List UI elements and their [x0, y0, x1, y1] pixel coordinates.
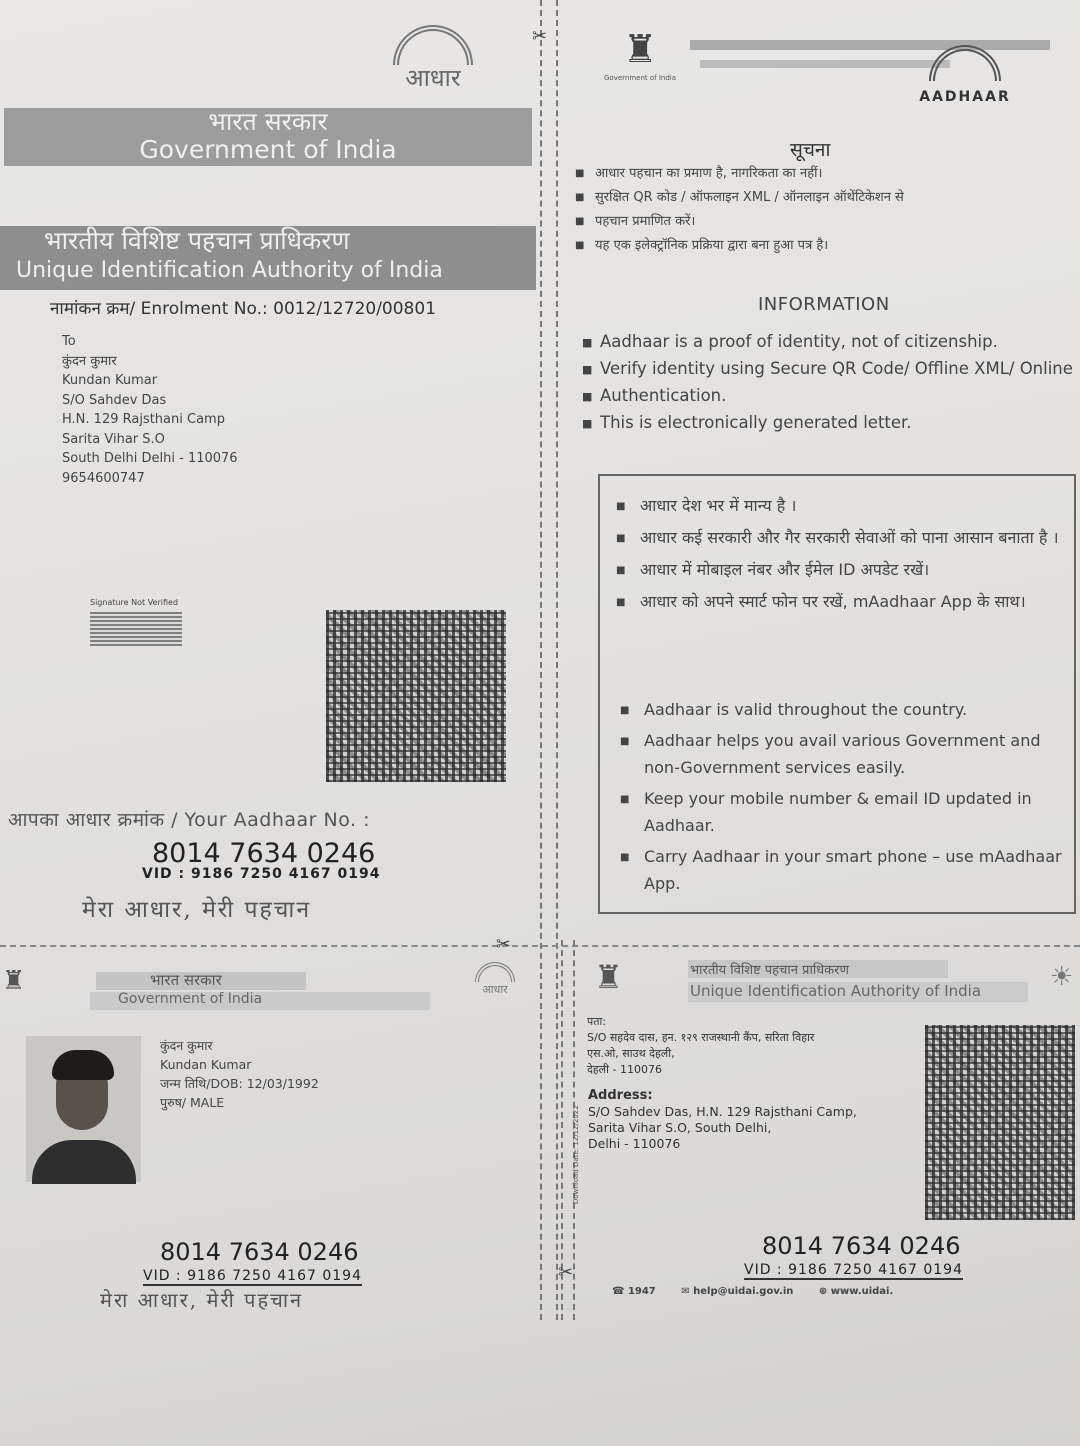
- card-aadhaar-number: 8014 7634 0246: [762, 1232, 961, 1260]
- scissors-icon: ✂: [532, 26, 548, 47]
- address-english: [588, 1088, 857, 1152]
- tagline: मेरा आधार, मेरी पहचान: [82, 897, 312, 923]
- aadhaar-logo-word: AADHAAR: [919, 89, 1011, 105]
- qr-code-card-icon: [925, 1025, 1075, 1220]
- vertical-cut-line: [540, 0, 558, 1320]
- address-line: 9654600747: [62, 470, 145, 486]
- qr-code-main-icon: [326, 610, 506, 782]
- info-item: ■ Authentication.: [582, 382, 1080, 409]
- your-aadhaar-label: आपका आधार क्रमांक / Your Aadhaar No. :: [8, 809, 371, 831]
- card-uidai-english: Unique Identification Authority of India: [690, 982, 982, 1000]
- recipient-address: [62, 332, 238, 488]
- hindi-note: ■ आधार पहचान का प्रमाण है, नागरिकता का नहीं।: [575, 162, 1055, 186]
- suchna-title: सूचना: [790, 139, 831, 161]
- phone-contact: ☎ 1947: [612, 1286, 656, 1297]
- card-aadhaar-logo: [465, 962, 525, 1002]
- box-hindi-item: ■ आधार में मोबाइल नंबर और ईमेल ID अपडेट रखें।: [612, 556, 1072, 584]
- card-logo-word: आधार: [482, 983, 508, 996]
- address-label: Address:: [588, 1088, 653, 1103]
- uidai-banner: [0, 226, 536, 290]
- vid-number: VID : 9186 7250 4167 0194: [142, 866, 381, 882]
- address-line: Kundan Kumar: [62, 373, 158, 388]
- aadhaar-sun-icon: [393, 25, 473, 65]
- card-uidai-hindi: भारतीय विशिष्ट पहचान प्राधिकरण: [690, 963, 849, 978]
- card-tagline: मेरा आधार, मेरी पहचान: [100, 1288, 304, 1312]
- address-line: Sarita Vihar S.O, South Delhi,: [588, 1120, 772, 1135]
- address-line: South Delhi Delhi - 110076: [62, 451, 238, 466]
- box-english-list: [616, 696, 1076, 901]
- emblem-small-icon: [30, 80, 80, 110]
- gov-english: Government of India: [139, 135, 397, 164]
- box-english-item: ■ Carry Aadhaar in your smart phone – use mAadhaar App.: [616, 843, 1076, 897]
- horizontal-cut-line: [0, 945, 1080, 947]
- card-holder-details: [160, 1036, 319, 1112]
- aadhaar-number: 8014 7634 0246: [152, 838, 376, 869]
- box-hindi-list: [612, 492, 1072, 620]
- aadhaar-sun-icon: ☀: [1050, 962, 1074, 992]
- photo-body: [32, 1140, 136, 1184]
- card-aadhaar-number: 8014 7634 0246: [160, 1238, 359, 1266]
- gov-hindi: भारत सरकार: [208, 107, 328, 136]
- government-banner: [4, 108, 532, 166]
- scissors-icon: ✂: [558, 1262, 574, 1283]
- photo-hair: [52, 1050, 114, 1080]
- info-item: ■ Verify identity using Secure QR Code/ Offline XML/ Online: [582, 355, 1080, 382]
- download-date-vertical: Download Date: 12/12/2022: [572, 1105, 580, 1204]
- gov-small-label: Government of India: [603, 74, 677, 82]
- national-emblem-icon: ♜: [622, 27, 658, 71]
- card-vid: VID : 9186 7250 4167 0194: [744, 1262, 963, 1278]
- uidai-english: Unique Identification Authority of India: [16, 258, 443, 283]
- signature-stamp-icon: [90, 612, 182, 646]
- uidai-hindi: भारतीय विशिष्ट पहचान प्राधिकरण: [44, 226, 350, 255]
- web-contact: ⊕ www.uidai.: [818, 1286, 894, 1297]
- hindi-note: ■ यह एक इलेक्ट्रॉनिक प्रक्रिया द्वारा बना हुआ पत्र है।: [575, 234, 1055, 258]
- pata-line: एस.ओ, साउथ देहली,: [587, 1047, 675, 1060]
- address-hindi: [587, 1014, 814, 1078]
- holder-gender: पुरुष/ MALE: [160, 1095, 225, 1110]
- aadhaar-logo: [378, 25, 488, 95]
- information-title: INFORMATION: [758, 294, 890, 315]
- holder-photo: [26, 1036, 141, 1182]
- address-line: S/O Sahdev Das, H.N. 129 Rajsthani Camp,: [588, 1104, 857, 1119]
- hindi-note: ■ पहचान प्रमाणित करें।: [575, 210, 1055, 234]
- box-hindi-item: ■ आधार देश भर में मान्य है ।: [612, 492, 1072, 520]
- scissors-icon: ✂: [496, 934, 512, 955]
- box-english-item: ■ Keep your mobile number & email ID updated in Aadhaar.: [616, 785, 1076, 839]
- hindi-notes: [575, 162, 1055, 258]
- address-line: H.N. 129 Rajsthani Camp: [62, 412, 225, 427]
- holder-name-hindi: कुंदन कुमार: [160, 1038, 213, 1053]
- box-english-item: ■ Aadhaar helps you avail various Government and non-Government services easily.: [616, 727, 1076, 781]
- info-item: ■ This is electronically generated letter.: [582, 409, 1080, 436]
- national-emblem-icon: ♜: [594, 958, 623, 996]
- hindi-note: ■ सुरक्षित QR कोड / ऑफलाइन XML / ऑनलाइन ऑथेंटिकेशन से: [575, 186, 1055, 210]
- aadhaar-logo-word: आधार: [405, 64, 461, 92]
- card-vid: VID : 9186 7250 4167 0194: [143, 1268, 362, 1284]
- address-line: Sarita Vihar S.O: [62, 431, 165, 447]
- box-hindi-item: ■ आधार कई सरकारी और गैर सरकारी सेवाओं को पाना आसान बनाता है ।: [612, 524, 1072, 552]
- box-english-item: ■ Aadhaar is valid throughout the country.: [616, 696, 1076, 723]
- email-contact: ✉ help@uidai.gov.in: [681, 1286, 794, 1297]
- card-gov-hindi: भारत सरकार: [150, 971, 222, 989]
- address-line: कुंदन कुमार: [62, 353, 117, 369]
- box-hindi-item: ■ आधार को अपने स्मार्ट फोन पर रखें, mAadhaar App के साथ।: [612, 588, 1072, 616]
- pata-line: देहली - 110076: [587, 1063, 662, 1076]
- emblem-right: [600, 24, 680, 90]
- national-emblem-icon: ♜: [2, 966, 26, 996]
- aadhaar-sun-icon: [475, 962, 515, 982]
- enrolment-number: नामांकन क्रम/ Enrolment No.: 0012/12720/00801: [50, 299, 437, 319]
- pata-line: पता:: [587, 1015, 607, 1028]
- address-line: Delhi - 110076: [588, 1136, 681, 1151]
- signature-label: Signature Not Verified: [90, 598, 179, 607]
- holder-dob: जन्म तिथि/DOB: 12/03/1992: [160, 1076, 319, 1091]
- information-list: [582, 328, 1080, 436]
- aadhaar-sun-icon: [929, 45, 1001, 81]
- signature-block: [90, 598, 200, 646]
- address-line: To: [62, 334, 76, 349]
- aadhaar-logo-right: [905, 45, 1025, 115]
- holder-name: Kundan Kumar: [160, 1057, 252, 1072]
- info-item: ■ Aadhaar is a proof of identity, not of citizenship.: [582, 328, 1080, 355]
- pata-line: S/O सहदेव दास, हन. १२९ राजस्थानी कैंप, सरिता विहार: [587, 1031, 815, 1044]
- contact-strip: [612, 1286, 915, 1297]
- card-gov-english: Government of India: [118, 991, 263, 1007]
- address-line: S/O Sahdev Das: [62, 392, 167, 408]
